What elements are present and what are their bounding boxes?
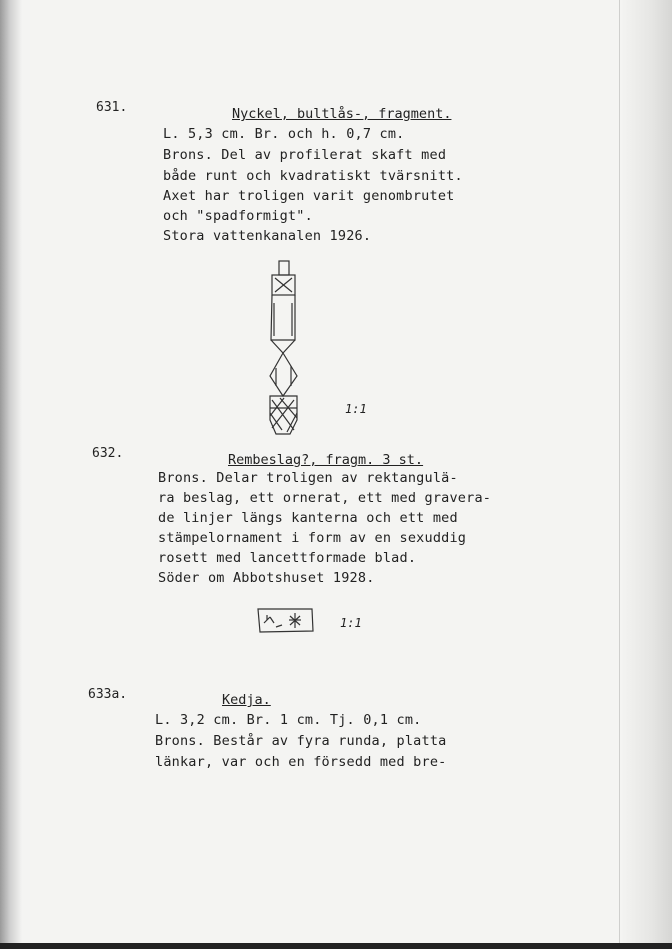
entry-631-line-5: och "spadformigt". [163, 208, 313, 224]
entry-631-line-6: Stora vattenkanalen 1926. [163, 228, 372, 244]
entry-631-line-4: Axet har troligen varit genombrutet [163, 188, 455, 204]
entry-number-633a: 633a. [88, 687, 128, 702]
entry-632-line-1: Brons. Delar troligen av rektangulä- [158, 470, 458, 486]
entry-631-line-1: L. 5,3 cm. Br. och h. 0,7 cm. [163, 126, 405, 142]
scale-label-631: 1:1 [345, 402, 367, 416]
scan-right-edge [619, 0, 672, 949]
entry-631-line-2: Brons. Del av profilerat skaft med [163, 147, 447, 163]
entry-632-line-6: Söder om Abbotshuset 1928. [158, 570, 375, 586]
key-fragment-drawing [262, 258, 312, 438]
scan-left-shadow [0, 0, 22, 949]
entry-number-631: 631. [96, 100, 128, 115]
entry-632-line-3: de linjer längs kanterna och ett med [158, 510, 458, 526]
entry-633a-line-2: Brons. Består av fyra runda, platta [155, 733, 447, 749]
entry-title-633a: Kedja. [222, 692, 271, 708]
mount-fragment-drawing [256, 605, 316, 635]
scan-bottom-edge [0, 943, 672, 949]
entry-632-line-2: ra beslag, ett ornerat, ett med gravera- [158, 490, 492, 506]
entry-631-line-3: både runt och kvadratiskt tvärsnitt. [163, 168, 463, 184]
entry-number-632: 632. [92, 446, 124, 461]
entry-title-631: Nyckel, bultlås-, fragment. [232, 106, 452, 122]
entry-632-line-4: stämpelornament i form av en sexuddig [158, 530, 467, 546]
entry-632-line-5: rosett med lancettformade blad. [158, 550, 417, 566]
entry-title-632: Rembeslag?, fragm. 3 st. [228, 452, 424, 468]
entry-633a-line-1: L. 3,2 cm. Br. 1 cm. Tj. 0,1 cm. [155, 712, 422, 728]
entry-633a-line-3: länkar, var och en försedd med bre- [155, 754, 447, 770]
scale-label-632: 1:1 [340, 616, 362, 630]
